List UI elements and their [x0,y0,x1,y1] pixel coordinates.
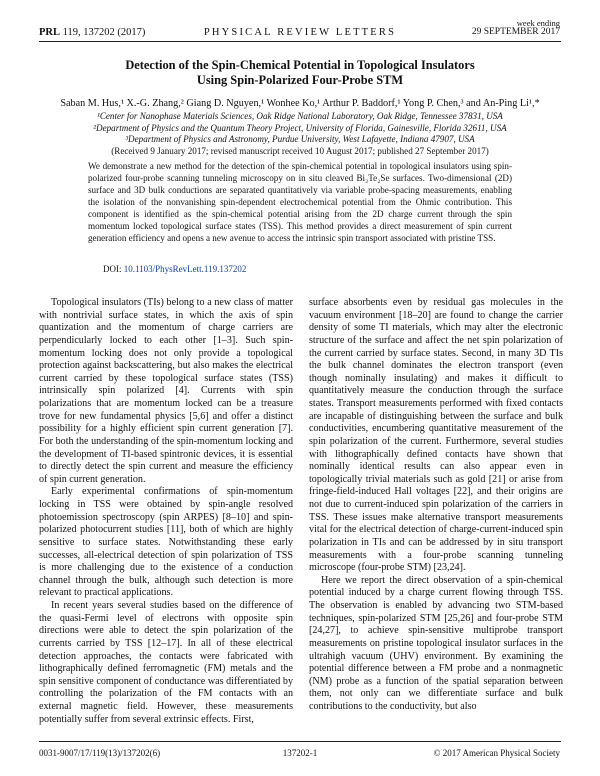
paragraph: surface absorbents even by residual gas molecules in the vacuum environment [18–20] are found to change the carrier density of some TI materials, which may alter the electronic structure of the surface and affect the net spin polarization of the current carried by surface states. Second, in many 3D TIs the bulk channel dominates the electron transport (even though nominally insulating) and makes it difficult to quantitatively measure the conduction through the surface states. Transport measurements performed with fixed contacts are incapable of distinguishing between the surface and bulk conductivities, encumbering quantitative measurement of the spin polarization of the current. Furthermore, several studies with lithographically defined contacts have shown that nominally identical results can also appear even in topologically trivial materials such as gold [21] or arise from fringe-field-induced Hall voltages [22], and their origins are not due to current-induced spin polarization of the carriers in TSS. These issues make alternative transport measurements vital for the electrical detection of charge-current-induced spin polarization in TIs and can be addressed by in situ transport measurements with a four-probe scanning tunneling microscope (four-probe STM) [23,24]. [309,297,563,574]
issue-date-block [472,19,560,37]
footer-code: 0031-9007/17/119(13)/137202(6) [39,748,161,758]
page-number: 137202-1 [282,748,318,758]
received-dates: (Received 9 January 2017; revised manuscript received 10 August 2017; published 27 September 2017) [111,146,489,157]
body-left-column [39,297,293,726]
footer-rule [39,741,561,742]
paragraph: Topological insulators (TIs) belong to a new class of matter with nontrivial surface states, in which the axis of spin quantization and the momentum of charge carriers are perpendicularly locked to each other [1–3]. Such spin-momentum locking does not only provide a topological protection against backscattering, but also makes the electrical current carried by these topological surface states (TSS) intrinsically spin polarized [4]. Currents with spin polarizations that are momentum locked can be a treasure trove for new fundamental physics [5,6] and offer a distinct possibility for a highly efficient spin current generation [7]. For both the understanding of the spin-momentum locking and the development of TI-based spintronic devices, it is essential to directly detect the spin current and measure the efficiency of spin current generation. [39,297,293,485]
journal-abbrev: PRL [39,27,60,38]
week-ending-label: week ending [516,18,560,28]
abstract: We demonstrate a new method for the detection of the spin-chemical potential in topological insulators using spin-polarized four-probe scanning tunneling microscopy on in situ cleaved Bi₂Te₂Se surfaces. Two-dimensional (2D) surface and 3D bulk conductions are separated quantitatively via variable probe-spacing measurements, enabling the isolation of the nonvanishing spin-dependent electrochemical potential from the Ohmic contribution. This component is identified as the spin-chemical potential arising from the 2D charge current through the spin momentum locked topological surface states (TSS). This method provides a direct measurement of spin current generation efficiency and opens a new avenue to access the intrinsic spin transport associated with pristine TSS. [88,161,512,243]
author-list: Saban M. Hus,¹ X.-G. Zhang,² Giang D. Nguyen,¹ Wonhee Ko,¹ Arthur P. Baddorf,¹ Yong P. Chen,³ and An-Ping Li¹,* [60,98,540,109]
citation-number: 119, 137202 (2017) [62,27,146,38]
copyright: © 2017 American Physical Society [433,748,560,758]
doi-label: DOI: [103,264,122,274]
header-rule [39,41,561,42]
article-title [0,58,600,88]
paragraph: Here we report the direct observation of a spin-chemical potential induced by a charge current flowing through TSS. The observation is enabled by advancing two STM-based techniques, spin-polarized STM [25,26] and four-probe STM [24,27], to achieve spin-sensitive multiprobe transport measurements on pristine topological insulator surfaces in the ultrahigh vacuum (UHV) environment. By examining the potential difference between a FM probe and a nonmagnetic (NM) probe as a function of the spatial separation between them, not only can we differentiate surface and bulk contributions to the conductivity, but also [309,574,563,712]
doi-link[interactable]: 10.1103/PhysRevLett.119.137202 [123,264,247,274]
paragraph: Early experimental confirmations of spin-momentum locking in TSS were obtained by spin-angle resolved photoemission spectroscopy (spin ARPES) [8–10] and spin-polarized photocurrent studies [11], both of which are highly sensitive to surface states. Notwithstanding these early successes, all-electrical detection of spin polarization of TSS is more challenging due to the existence of a conduction channel through the bulk, although such detection is more relevant to practical applications. [39,486,293,599]
title-line-1: Detection of the Spin-Chemical Potential in Topological Insulators [125,58,475,72]
paragraph: In recent years several studies based on the difference of the quasi-Fermi level of electrons with opposite spin directions were able to detect the spin polarization of the currents carried by TSS [12–17]. In all of these electrical detection approaches, the contacts were fabricated with lithographically defined ferromagnetic (FM) metals and the spin sensitive component of conductance was differentiated by controlling the polarization of the FM contacts with an external magnetic field. However, these measurements potentially suffer from several extrinsic effects. First, [39,600,293,725]
affiliation-1: ¹Center for Nanophase Materials Sciences, Oak Ridge National Laboratory, Oak Ridge, Tennessee 37831, USA [97,111,503,121]
issue-date: 29 SEPTEMBER 2017 [471,27,560,37]
affiliation-2: ²Department of Physics and the Quantum Theory Project, University of Florida, Gainesville, Florida 32611, USA [93,122,507,133]
doi-line [103,264,246,274]
affiliation-3: ³Department of Physics and Astronomy, Purdue University, West Lafayette, Indiana 47907, USA [125,134,475,145]
title-line-2: Using Spin-Polarized Four-Probe STM [196,73,404,87]
body-right-column [309,297,563,714]
journal-name: PHYSICAL REVIEW LETTERS [203,27,397,38]
affiliations [0,111,600,158]
